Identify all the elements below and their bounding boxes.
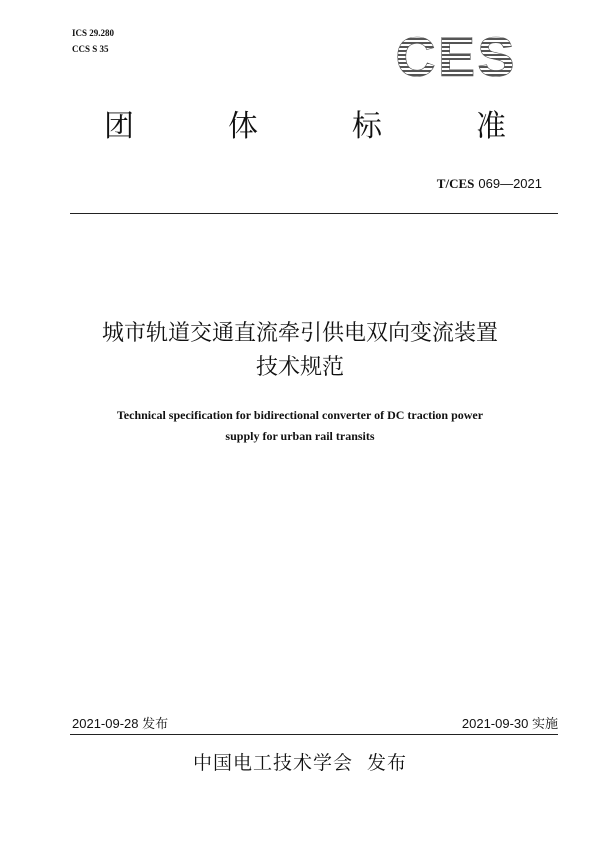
publish-date: 2021-09-28 发布 xyxy=(72,716,169,731)
standard-number xyxy=(437,176,542,193)
document-type-char: 团 xyxy=(104,109,134,144)
bottom-divider xyxy=(70,734,558,735)
title-zh-line-2: 技术规范 xyxy=(255,355,344,380)
ccs-code: CCS S 35 xyxy=(72,44,109,54)
standard-number-prefix: T/CES xyxy=(436,176,475,191)
ces-logo-icon xyxy=(386,26,526,88)
top-divider xyxy=(70,213,558,214)
issuer-name: 中国电工技术学会 xyxy=(192,752,353,774)
issuer xyxy=(0,750,600,776)
document-type-char: 体 xyxy=(228,109,258,144)
document-type-char: 标 xyxy=(352,109,382,144)
implementation-date: 2021-09-30 实施 xyxy=(461,716,558,731)
title-zh-line-1: 城市轨道交通直流牵引供电双向变流装置 xyxy=(101,321,498,346)
ics-code: ICS 29.280 xyxy=(72,28,115,38)
title-en-line-2: supply for urban rail transits xyxy=(225,429,375,443)
title-en-line-1: Technical specification for bidirectional converter of DC traction power xyxy=(116,408,484,422)
svg-text:CES: CES xyxy=(395,26,517,88)
issuer-action: 发布 xyxy=(367,752,408,774)
document-type xyxy=(0,108,600,148)
document-type-char: 准 xyxy=(476,109,506,144)
standard-number-value: 069—2021 xyxy=(478,176,542,191)
